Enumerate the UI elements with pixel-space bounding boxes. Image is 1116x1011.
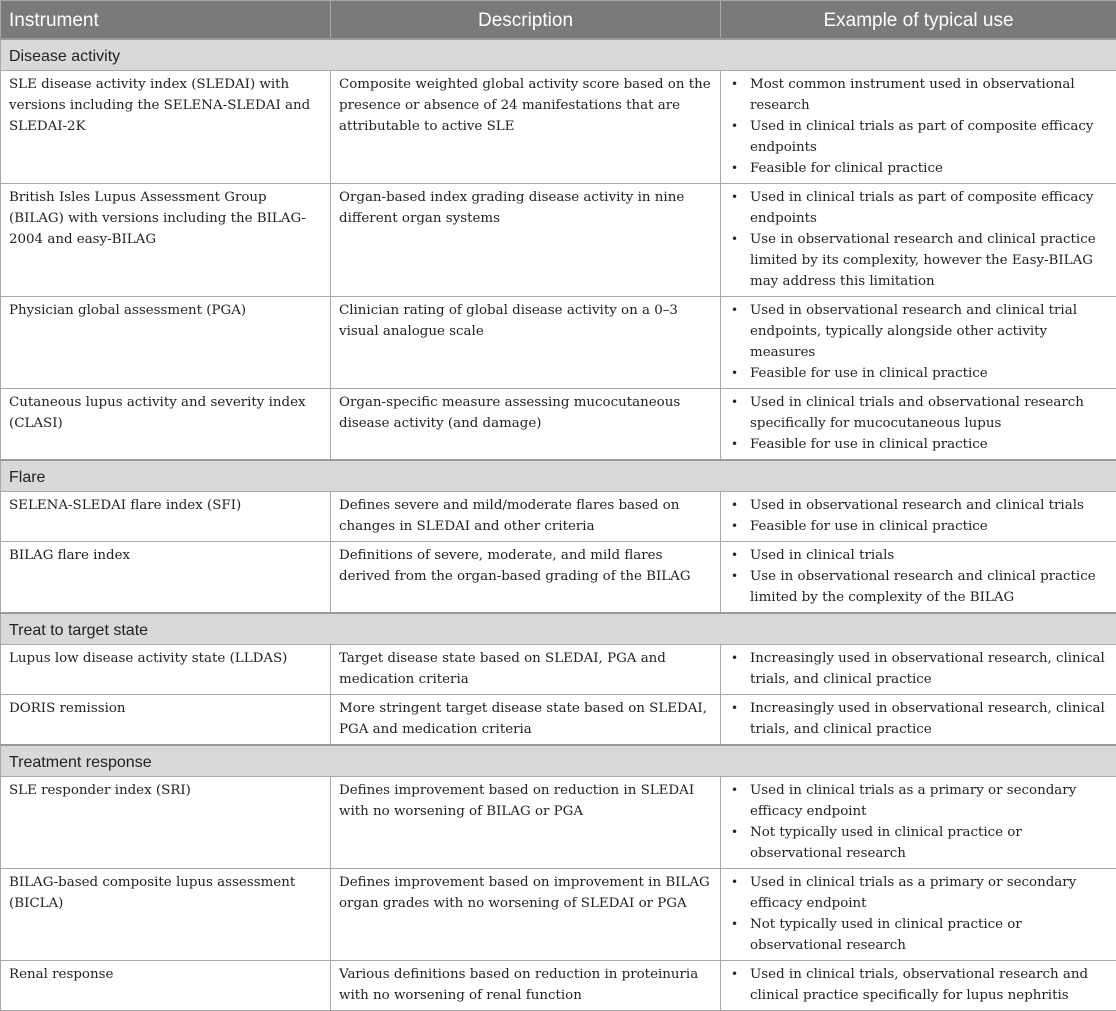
table-header xyxy=(1,1,1116,40)
typical-use-cell xyxy=(721,777,1116,869)
table-row xyxy=(1,869,1116,961)
header-row xyxy=(1,1,1116,40)
typical-use-list xyxy=(727,648,1110,690)
typical-use-cell xyxy=(721,645,1116,695)
section-title: Treat to target state xyxy=(1,613,1116,645)
description-cell: Defines severe and mild/moderate flares based on changes in SLEDAI and other criteria xyxy=(331,492,721,542)
description-cell: Defines improvement based on improvement in BILAG organ grades with no worsening of SLEDAI or PGA xyxy=(331,869,721,961)
section-title: Disease activity xyxy=(1,39,1116,71)
typical-use-list xyxy=(727,74,1110,179)
typical-use-cell xyxy=(721,695,1116,746)
table-row xyxy=(1,389,1116,461)
section-header-disease-activity xyxy=(1,39,1116,71)
section-title: Flare xyxy=(1,460,1116,492)
description-cell: Clinician rating of global disease activity on a 0–3 visual analogue scale xyxy=(331,297,721,389)
typical-use-item: • Feasible for use in clinical practice xyxy=(727,434,1110,455)
instrument-cell: SLE responder index (SRI) xyxy=(1,777,331,869)
typical-use-item: • Increasingly used in observational research, clinical trials, and clinical practice xyxy=(727,698,1110,740)
typical-use-cell xyxy=(721,492,1116,542)
typical-use-item: • Use in observational research and clinical practice limited by its complexity, however the Easy-BILAG may address this limitation xyxy=(727,229,1110,292)
table-row xyxy=(1,961,1116,1011)
typical-use-item: • Use in observational research and clinical practice limited by the complexity of the BILAG xyxy=(727,566,1110,608)
typical-use-item: • Not typically used in clinical practice or observational research xyxy=(727,822,1110,864)
instrument-cell: Physician global assessment (PGA) xyxy=(1,297,331,389)
typical-use-item: • Increasingly used in observational research, clinical trials, and clinical practice xyxy=(727,648,1110,690)
description-cell: Various definitions based on reduction in proteinuria with no worsening of renal function xyxy=(331,961,721,1011)
instrument-cell: British Isles Lupus Assessment Group (BILAG) with versions including the BILAG-2004 and easy-BILAG xyxy=(1,184,331,297)
typical-use-item: • Used in observational research and clinical trial endpoints, typically alongside other activity measures xyxy=(727,300,1110,363)
typical-use-cell xyxy=(721,869,1116,961)
typical-use-cell xyxy=(721,961,1116,1011)
typical-use-list xyxy=(727,545,1110,608)
description-cell: Definitions of severe, moderate, and mild flares derived from the organ-based grading of the BILAG xyxy=(331,542,721,614)
instrument-cell: SLE disease activity index (SLEDAI) with versions including the SELENA-SLEDAI and SLEDAI-2K xyxy=(1,71,331,184)
typical-use-item: • Used in clinical trials as a primary or secondary efficacy endpoint xyxy=(727,872,1110,914)
table-row xyxy=(1,492,1116,542)
table-row xyxy=(1,777,1116,869)
description-cell: Target disease state based on SLEDAI, PGA and medication criteria xyxy=(331,645,721,695)
typical-use-cell xyxy=(721,71,1116,184)
instrument-cell: Lupus low disease activity state (LLDAS) xyxy=(1,645,331,695)
description-cell: Organ-specific measure assessing mucocutaneous disease activity (and damage) xyxy=(331,389,721,461)
table-row xyxy=(1,695,1116,746)
description-cell: Composite weighted global activity score based on the presence or absence of 24 manifestations that are attributable to active SLE xyxy=(331,71,721,184)
instrument-cell: SELENA-SLEDAI flare index (SFI) xyxy=(1,492,331,542)
typical-use-item: • Used in clinical trials and observational research specifically for mucocutaneous lupus xyxy=(727,392,1110,434)
section-header-treat-to-target-state xyxy=(1,613,1116,645)
table-row xyxy=(1,542,1116,614)
table-row xyxy=(1,71,1116,184)
typical-use-list xyxy=(727,872,1110,956)
typical-use-list xyxy=(727,780,1110,864)
typical-use-item: • Not typically used in clinical practice or observational research xyxy=(727,914,1110,956)
typical-use-item: • Used in clinical trials as a primary or secondary efficacy endpoint xyxy=(727,780,1110,822)
typical-use-item: • Used in clinical trials, observational research and clinical practice specifically for lupus nephritis xyxy=(727,964,1110,1006)
instrument-cell: DORIS remission xyxy=(1,695,331,746)
typical-use-item: • Feasible for use in clinical practice xyxy=(727,516,1110,537)
typical-use-item: • Used in observational research and clinical trials xyxy=(727,495,1110,516)
header-instrument: Instrument xyxy=(1,1,331,40)
typical-use-cell xyxy=(721,184,1116,297)
typical-use-list xyxy=(727,964,1110,1006)
typical-use-item: • Feasible for use in clinical practice xyxy=(727,363,1110,384)
instrument-cell: BILAG flare index xyxy=(1,542,331,614)
table-row xyxy=(1,297,1116,389)
instrument-cell: Renal response xyxy=(1,961,331,1011)
typical-use-cell xyxy=(721,389,1116,461)
table-body xyxy=(1,39,1116,1011)
typical-use-list xyxy=(727,300,1110,384)
typical-use-list xyxy=(727,392,1110,455)
typical-use-item: • Used in clinical trials as part of composite efficacy endpoints xyxy=(727,187,1110,229)
header-description: Description xyxy=(331,1,721,40)
typical-use-item: • Most common instrument used in observational research xyxy=(727,74,1110,116)
typical-use-cell xyxy=(721,297,1116,389)
typical-use-list xyxy=(727,187,1110,292)
description-cell: More stringent target disease state based on SLEDAI, PGA and medication criteria xyxy=(331,695,721,746)
typical-use-item: • Feasible for clinical practice xyxy=(727,158,1110,179)
header-typical-use: Example of typical use xyxy=(721,1,1116,40)
typical-use-item: • Used in clinical trials xyxy=(727,545,1110,566)
description-cell: Organ-based index grading disease activity in nine different organ systems xyxy=(331,184,721,297)
table-row xyxy=(1,184,1116,297)
description-cell: Defines improvement based on reduction in SLEDAI with no worsening of BILAG or PGA xyxy=(331,777,721,869)
section-header-treatment-response xyxy=(1,745,1116,777)
typical-use-list xyxy=(727,698,1110,740)
typical-use-list xyxy=(727,495,1110,537)
section-title: Treatment response xyxy=(1,745,1116,777)
table-row xyxy=(1,645,1116,695)
instrument-cell: BILAG-based composite lupus assessment (BICLA) xyxy=(1,869,331,961)
typical-use-cell xyxy=(721,542,1116,614)
instrument-cell: Cutaneous lupus activity and severity index (CLASI) xyxy=(1,389,331,461)
section-header-flare xyxy=(1,460,1116,492)
typical-use-item: • Used in clinical trials as part of composite efficacy endpoints xyxy=(727,116,1110,158)
